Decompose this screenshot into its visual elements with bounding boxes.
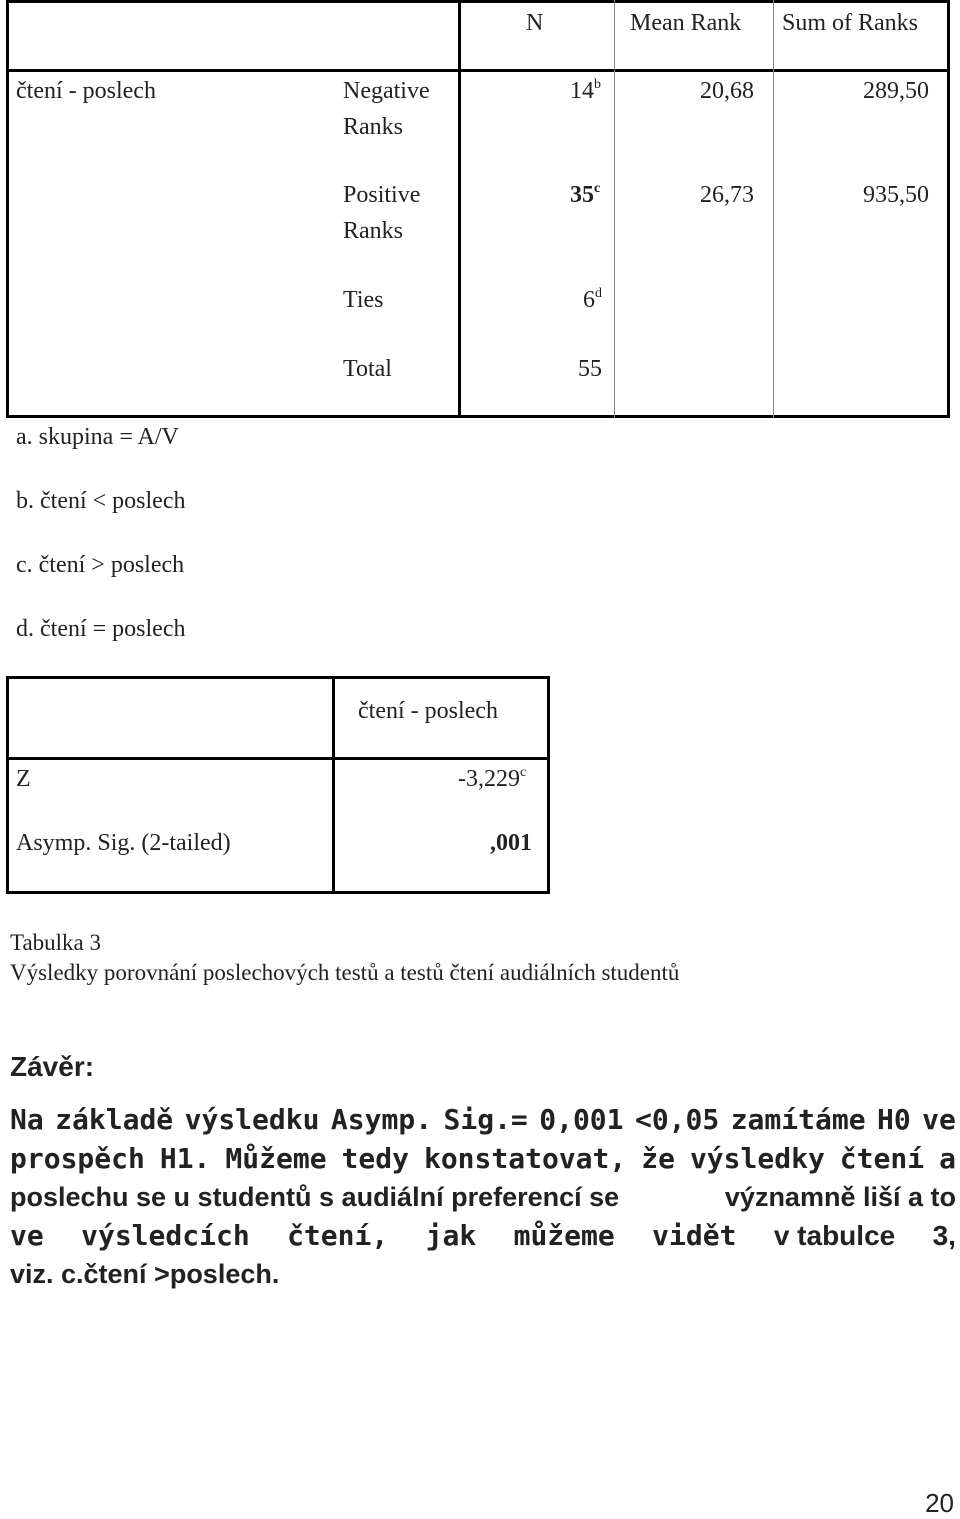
caption-title: Tabulka 3 (10, 930, 102, 955)
paragraph-line (10, 1101, 956, 1140)
word: můžeme (513, 1218, 615, 1252)
paragraph-line (10, 1140, 956, 1179)
word: Můžeme (225, 1141, 327, 1175)
ties-n (583, 285, 602, 315)
footnote: d. čtení = poslech (16, 616, 186, 642)
negative-ranks-mean: 20,68 (700, 78, 754, 104)
z-value (458, 764, 526, 794)
word: a (939, 1141, 956, 1175)
word: jak (425, 1218, 477, 1252)
table-border (458, 0, 461, 418)
word: <0,05 (634, 1103, 720, 1136)
sig-value: ,001 (490, 830, 532, 856)
ranks-table (0, 0, 960, 420)
paragraph-line (10, 1217, 956, 1256)
positive-ranks-label: Ranks (343, 218, 403, 244)
word: prospěch (10, 1141, 145, 1175)
footnote: c. čtení > poslech (16, 552, 185, 578)
table-border (332, 676, 335, 894)
word: čtení, (287, 1218, 389, 1252)
n-value: 6 (583, 287, 595, 313)
total-n: 55 (578, 356, 602, 382)
negative-ranks-sum: 289,50 (863, 78, 929, 104)
table-border (947, 0, 950, 418)
z-number: -3,229 (458, 766, 520, 792)
table-border (6, 0, 950, 3)
page-number: 20 (925, 1488, 954, 1518)
word: ve (10, 1218, 44, 1252)
footnote: b. čtení < poslech (16, 488, 186, 514)
table-divider (614, 0, 615, 418)
word: H0 (877, 1103, 911, 1136)
word: vidět (652, 1218, 737, 1252)
word: Sig.= (443, 1103, 528, 1136)
n-footnote: b (594, 77, 601, 92)
paragraph-line (10, 1178, 956, 1217)
word: Asymp. (330, 1103, 433, 1136)
word: zamítáme (730, 1103, 866, 1136)
word: v tabulce (773, 1219, 896, 1251)
negative-ranks-n (570, 76, 601, 106)
text-segment: viz. c.čtení >poslech. (10, 1259, 280, 1289)
conclusion-paragraph (10, 1101, 956, 1294)
positive-ranks-mean: 26,73 (700, 182, 754, 208)
table-border (6, 0, 9, 418)
table-divider (773, 0, 774, 418)
text-segment: významně liší a to (724, 1182, 956, 1212)
caption-text: Výsledky porovnání poslechových testů a testů čtení audiálních studentů (10, 960, 680, 985)
word: výsledky (689, 1141, 825, 1175)
word: výsledcích (81, 1218, 250, 1252)
text-segment: poslechu se u studentů s audiální preferencí se (10, 1182, 620, 1212)
word: H1. (159, 1141, 211, 1175)
positive-ranks-sum: 935,50 (863, 182, 929, 208)
test-header: čtení - poslech (358, 698, 498, 724)
conclusion-heading: Závěr: (10, 1051, 95, 1082)
word: že (641, 1141, 675, 1175)
n-footnote: c (594, 181, 601, 196)
sig-label: Asymp. Sig. (2-tailed) (16, 830, 231, 856)
negative-ranks-label: Ranks (343, 114, 403, 140)
word: tedy (341, 1141, 409, 1175)
word: 0,001 (539, 1103, 624, 1136)
z-footnote: c (520, 765, 527, 780)
word: konstatovat, (423, 1141, 627, 1175)
ties-label: Ties (343, 287, 384, 313)
row-label: čtení - poslech (16, 78, 156, 104)
word: výsledku (184, 1103, 320, 1136)
table-border (6, 69, 950, 72)
table-border (6, 891, 550, 894)
n-value: 14 (570, 78, 594, 104)
table-border (547, 676, 550, 894)
table-border (6, 415, 950, 418)
word: ve (922, 1103, 956, 1136)
test-statistics-table (0, 676, 560, 896)
z-label: Z (16, 766, 31, 792)
header-sum-of-ranks: Sum of Ranks (782, 10, 919, 36)
negative-ranks-label: Negative (343, 78, 430, 104)
positive-ranks-n (570, 180, 600, 210)
total-label: Total (343, 356, 392, 382)
footnote: a. skupina = A/V (16, 424, 179, 450)
n-value: 35 (570, 182, 594, 208)
table-border (6, 676, 550, 679)
header-n: N (526, 10, 544, 36)
paragraph-line (10, 1255, 956, 1294)
table-border (6, 676, 9, 894)
positive-ranks-label: Positive (343, 182, 421, 208)
header-mean-rank: Mean Rank (630, 10, 742, 36)
n-footnote: d (595, 286, 602, 301)
table-border (6, 757, 550, 760)
word: základě (55, 1103, 174, 1136)
word: Na (10, 1103, 44, 1136)
word: 3, (932, 1219, 956, 1251)
word: čtení (839, 1141, 925, 1175)
